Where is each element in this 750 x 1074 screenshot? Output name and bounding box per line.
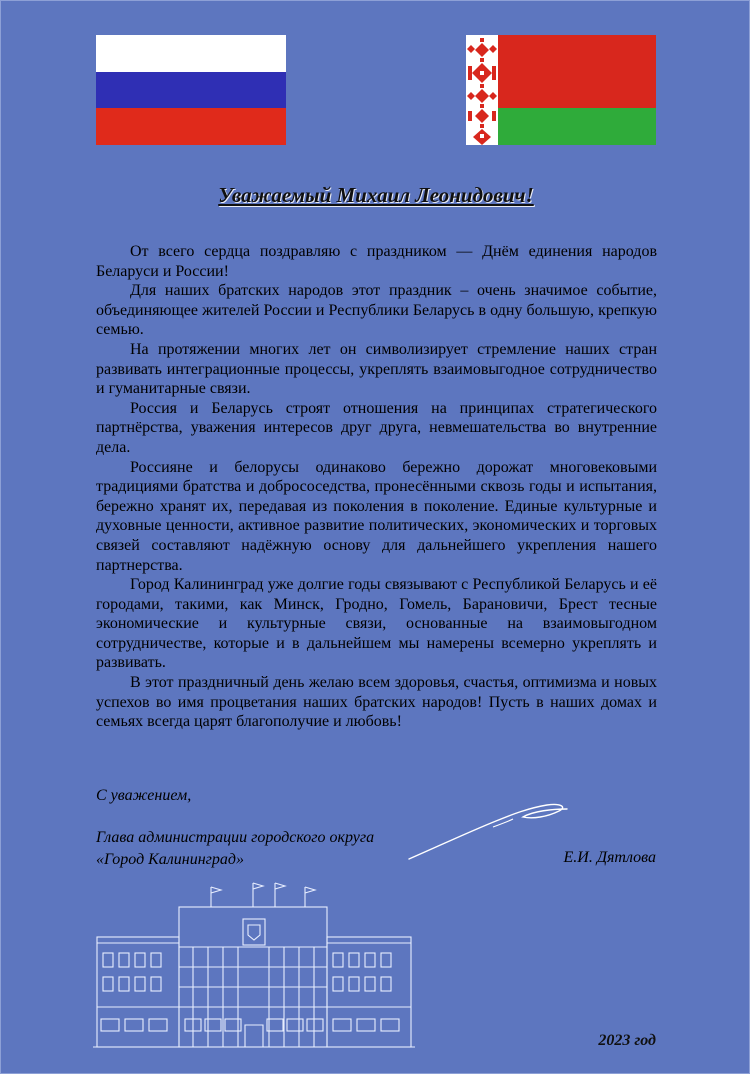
letter-body: [96, 242, 657, 732]
letter-heading: Уважаемый Михаил Леонидович!: [218, 183, 534, 207]
signatory-title: [96, 827, 374, 871]
closing-phrase: С уважением,: [96, 787, 192, 804]
paragraph: Россия и Беларусь строят отношения на принципах стратегического партнёрства, уважения интересов друг друга, невмешательства во внутренние дела.: [96, 399, 657, 456]
paragraph: Для наших братских народов этот праздник – очень значимое событие, объединяющее жителей России и Республики Беларусь в одну большую, крепкую семью.: [96, 282, 657, 339]
paragraph: На протяжении многих лет он символизирует стремление наших стран развивать интеграционные процессы, укреплять взаимовыгодное сотрудничество и гуманитарные связи.: [96, 340, 657, 398]
paragraph: От всего сердца поздравляю с праздником — Днём единения народов Беларуси и России!: [96, 243, 657, 280]
signatory-name: Е.И. Дятлова: [563, 849, 656, 866]
belarus-flag: [466, 35, 656, 145]
signatory-title-line: «Город Калининград»: [96, 851, 244, 868]
year-label: 2023 год: [598, 1032, 656, 1049]
signatory-title-line: Глава администрации городского округа: [96, 829, 375, 846]
handwritten-signature: [401, 797, 571, 867]
city-hall-drawing: [93, 877, 415, 1049]
paragraph: В этот праздничный день желаю всем здоровья, счастья, оптимизма и новых успехов во имя процветания наших братских народов! Пусть в наших домах и семьях всегда царят благополучие и любовь!: [96, 674, 657, 731]
paragraph: Город Калининград уже долгие годы связывают с Республикой Беларусь и её городами, такими, как Минск, Гродно, Гомель, Барановичи, Брест тесные экономические и культурные связи, основанные на взаимовыгодном сотрудничестве, которые и в дальнейшем мы намерены всемерно укреплять и развивать.: [96, 576, 657, 672]
paragraph: Россияне и белорусы одинаково бережно дорожат многовековыми традициями братства и добрососедства, пронесёнными сквозь годы и испытания, бережно хранят их, передавая из поколения в поколение. Единые культурные и духовные ценности, активное развитие политических, экономических и торговых связей составляют надёжную основу для дальнейшего укрепления нашего партнерства.: [96, 458, 657, 574]
russia-flag: [96, 35, 286, 145]
